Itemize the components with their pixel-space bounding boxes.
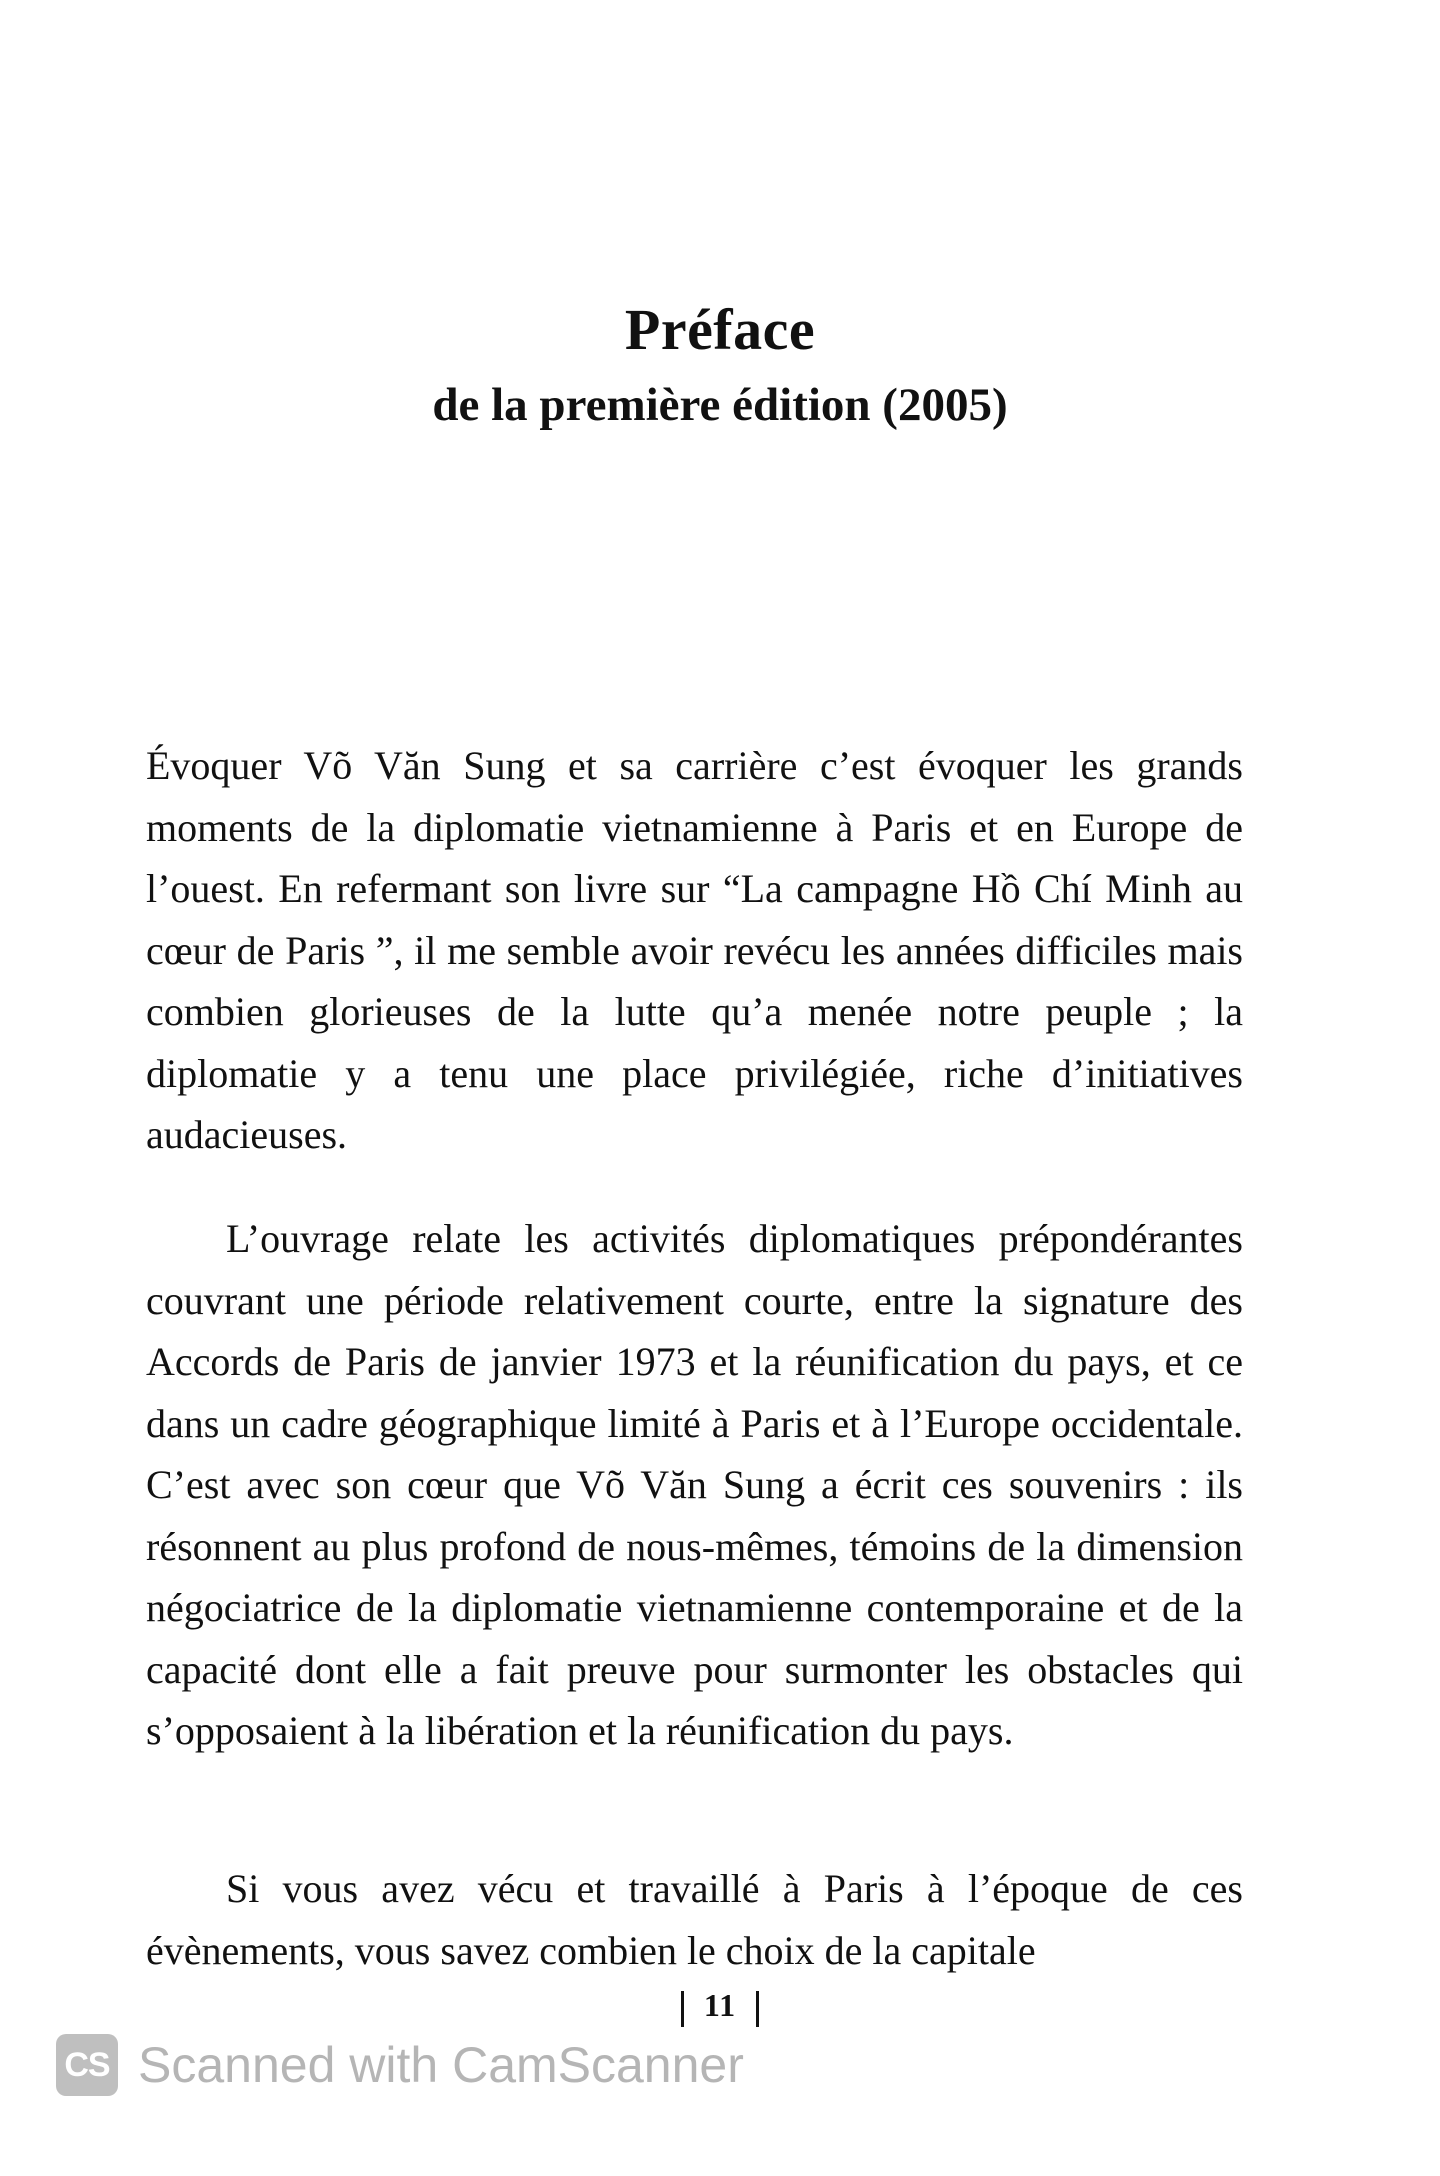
page-number: 11 — [703, 1987, 737, 2023]
paragraph-1 — [146, 735, 1243, 1166]
page-title: Préface — [624, 297, 816, 362]
page-folio — [0, 1985, 1440, 2027]
paragraph-1-text: Évoquer Võ Văn Sung et sa carrière c’est évoquer les grands moments de la diplomatie vietnamienne à Paris et en Europe de l’ouest. En refermant son livre sur “La campagne Hồ Chí Minh au cœur de Paris ”, il me semble avoir revécu les années difficiles mais combien glorieuses de la lutte qu’a menée notre peuple ; la diplomatie y a tenu une place privilégiée, riche d’initiatives audacieuses. — [146, 743, 1243, 1157]
folio-right-bar — [756, 1991, 759, 2027]
camscanner-watermark — [56, 2030, 744, 2100]
camscanner-logo-icon: CS — [56, 2034, 118, 2096]
page-subtitle: de la première édition (2005) — [432, 379, 1008, 431]
paragraph-2-text: L’ouvrage relate les activités diplomatiques prépondérantes couvrant une période relativement courte, entre la signature des Accords de Paris de janvier 1973 et la réunification du pays, et ce dans un cadre géographique limité à Paris et à l’Europe occidentale. C’est avec son cœur que Võ Văn Sung a écrit ces souvenirs : ils résonnent au plus profond de nous-mêmes, témoins de la dimension négociatrice de la diplomatie vietnamienne contemporaine et de la capacité dont elle a fait preuve pour surmonter les obstacles qui s’opposaient à la libération et la réunification du pays. — [146, 1216, 1243, 1753]
folio-left-bar — [681, 1991, 684, 2027]
paragraph-3 — [146, 1858, 1243, 1981]
watermark-text: Scanned with CamScanner — [138, 2037, 744, 2093]
paragraph-3-text: Si vous avez vécu et travaillé à Paris à l’époque de ces évènements, vous savez combien le choix de la capitale — [146, 1866, 1243, 1973]
paragraph-2 — [146, 1208, 1243, 1762]
